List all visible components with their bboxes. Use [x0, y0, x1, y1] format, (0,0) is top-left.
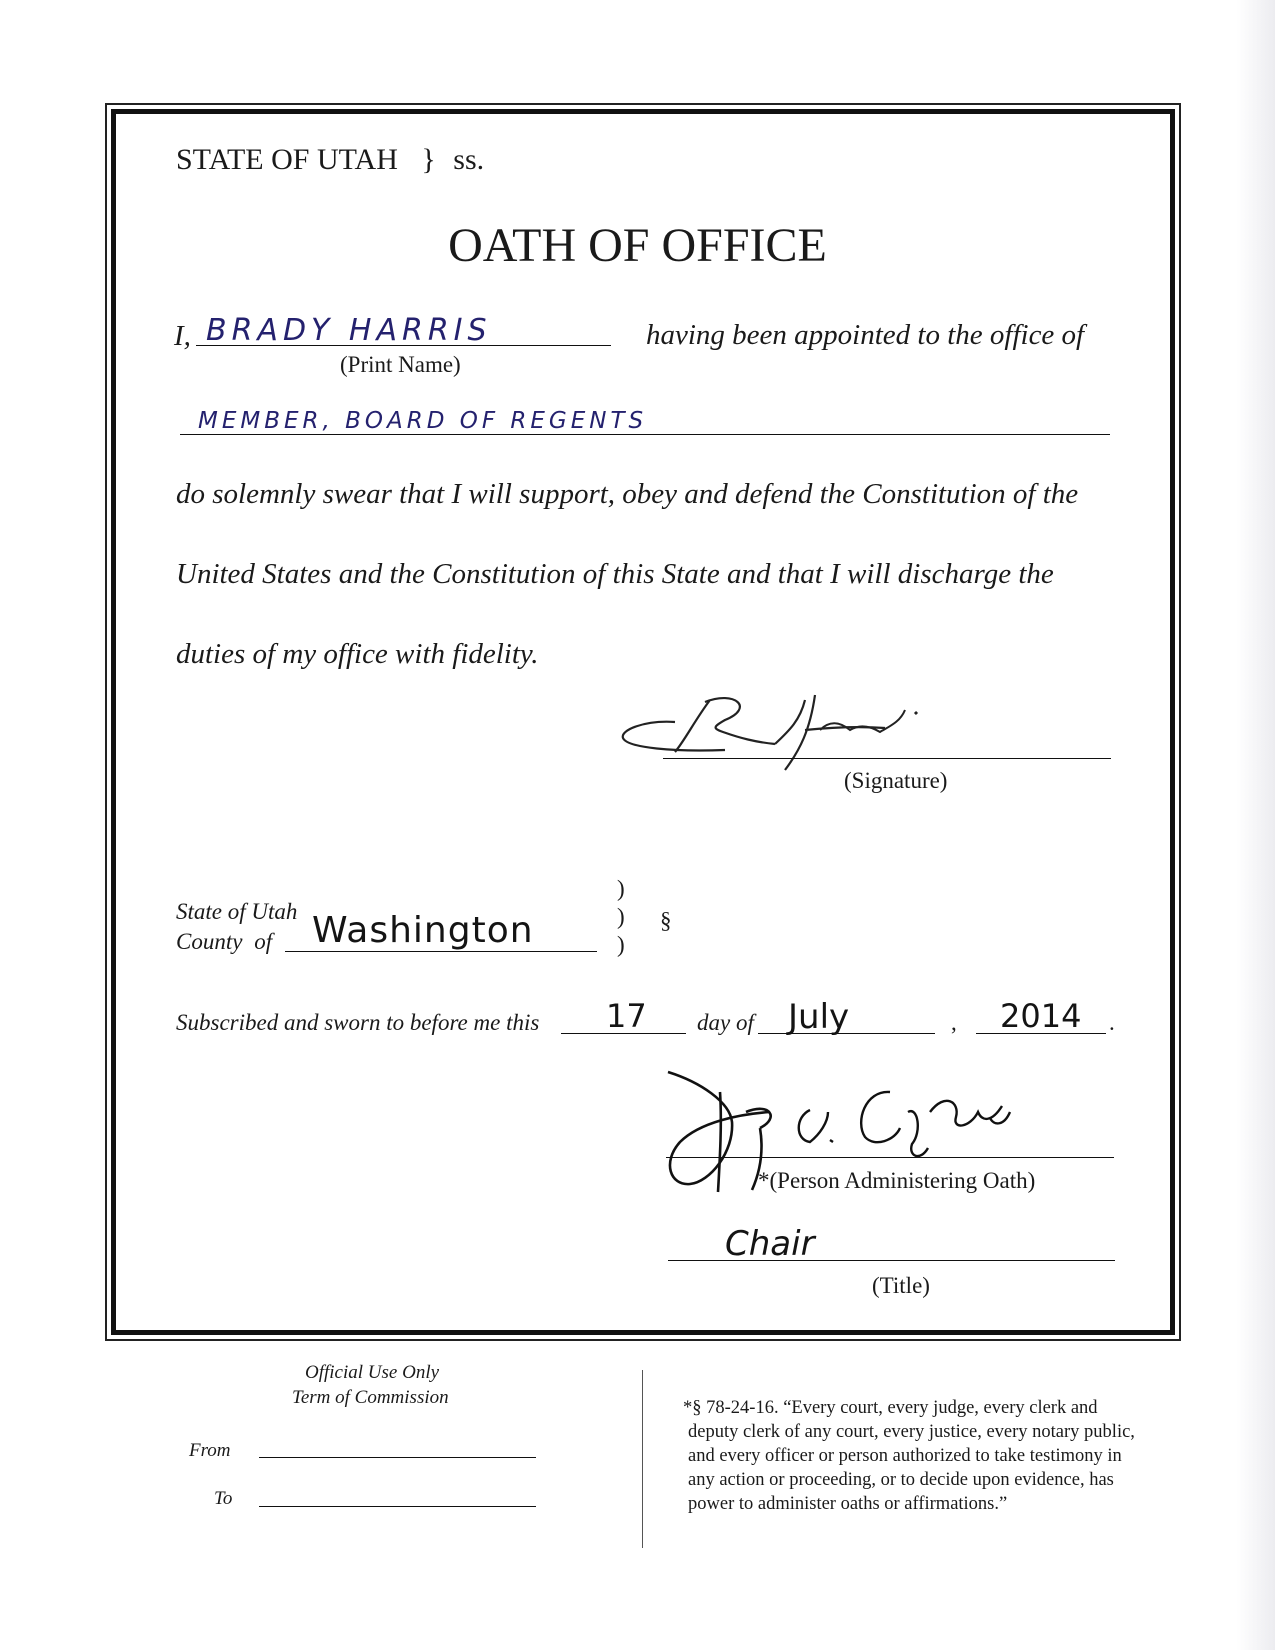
title-label: (Title)	[872, 1273, 930, 1298]
office-line	[180, 434, 1110, 435]
oath-prefix: I,	[174, 320, 191, 352]
page-title: OATH OF OFFICE	[448, 219, 827, 272]
statute-line-4: any action or proceeding, or to decide upon evidence, has	[688, 1470, 1114, 1490]
oath-body-line-1: do solemnly swear that I will support, obey and defend the Constitution of the	[176, 478, 1079, 510]
subscription-lead: Subscribed and sworn to before me this	[176, 1010, 540, 1035]
venue-county-label: County of	[176, 929, 273, 954]
venue-paren-1: )	[617, 876, 625, 901]
signature-label: (Signature)	[844, 768, 948, 793]
from-label: From	[189, 1440, 231, 1461]
statute-line-5: power to administer oaths or affirmations.”	[688, 1494, 1008, 1514]
day-of-label: day of	[697, 1010, 754, 1035]
venue-section-symbol: §	[660, 908, 672, 933]
county-line	[285, 951, 597, 952]
month-handwritten: July	[788, 997, 850, 1037]
print-name-line	[196, 345, 611, 346]
from-line	[259, 1457, 536, 1458]
venue-paren-3: )	[617, 932, 625, 957]
term-of-commission-label: Term of Commission	[292, 1387, 449, 1408]
statute-line-1: *§ 78-24-16. “Every court, every judge, every clerk and	[683, 1398, 1098, 1418]
year-line	[976, 1033, 1106, 1034]
state-name: STATE OF UTAH	[176, 143, 398, 176]
office-handwritten: MEMBER, BOARD OF REGENTS	[198, 408, 648, 434]
to-label: To	[214, 1488, 233, 1509]
footer-divider	[642, 1370, 643, 1548]
date-period: .	[1109, 1010, 1115, 1035]
printed-name-handwritten: BRADY HARRIS	[206, 313, 492, 348]
date-comma: ,	[951, 1010, 957, 1035]
official-use-label: Official Use Only	[305, 1362, 440, 1383]
title-handwritten: Chair	[725, 1224, 815, 1264]
year-handwritten: 2014	[1000, 997, 1082, 1035]
day-handwritten: 17	[606, 997, 647, 1035]
signature-line	[663, 758, 1111, 759]
appointed-text: having been appointed to the office of	[646, 319, 1085, 351]
print-name-label: (Print Name)	[340, 352, 461, 377]
day-line	[561, 1033, 686, 1034]
administrator-line	[666, 1157, 1114, 1158]
month-line	[758, 1033, 935, 1034]
venue-paren-2: )	[617, 904, 625, 929]
county-handwritten: Washington	[312, 910, 534, 951]
oath-body-line-3: duties of my office with fidelity.	[176, 638, 539, 670]
oath-body-line-2: United States and the Constitution of this State and that I will discharge the	[176, 558, 1054, 590]
oath-taker-signature	[615, 690, 955, 780]
state-ss: ss.	[453, 143, 485, 176]
state-brace: }	[421, 143, 436, 176]
venue-state-label: State of Utah	[176, 899, 298, 924]
statute-line-3: and every officer or person authorized to take testimony in	[688, 1446, 1122, 1466]
administrator-label: *(Person Administering Oath)	[758, 1168, 1036, 1193]
state-line	[176, 143, 484, 177]
to-line	[259, 1506, 536, 1507]
statute-line-2: deputy clerk of any court, every justice, every notary public,	[688, 1422, 1135, 1442]
title-line	[668, 1260, 1115, 1261]
